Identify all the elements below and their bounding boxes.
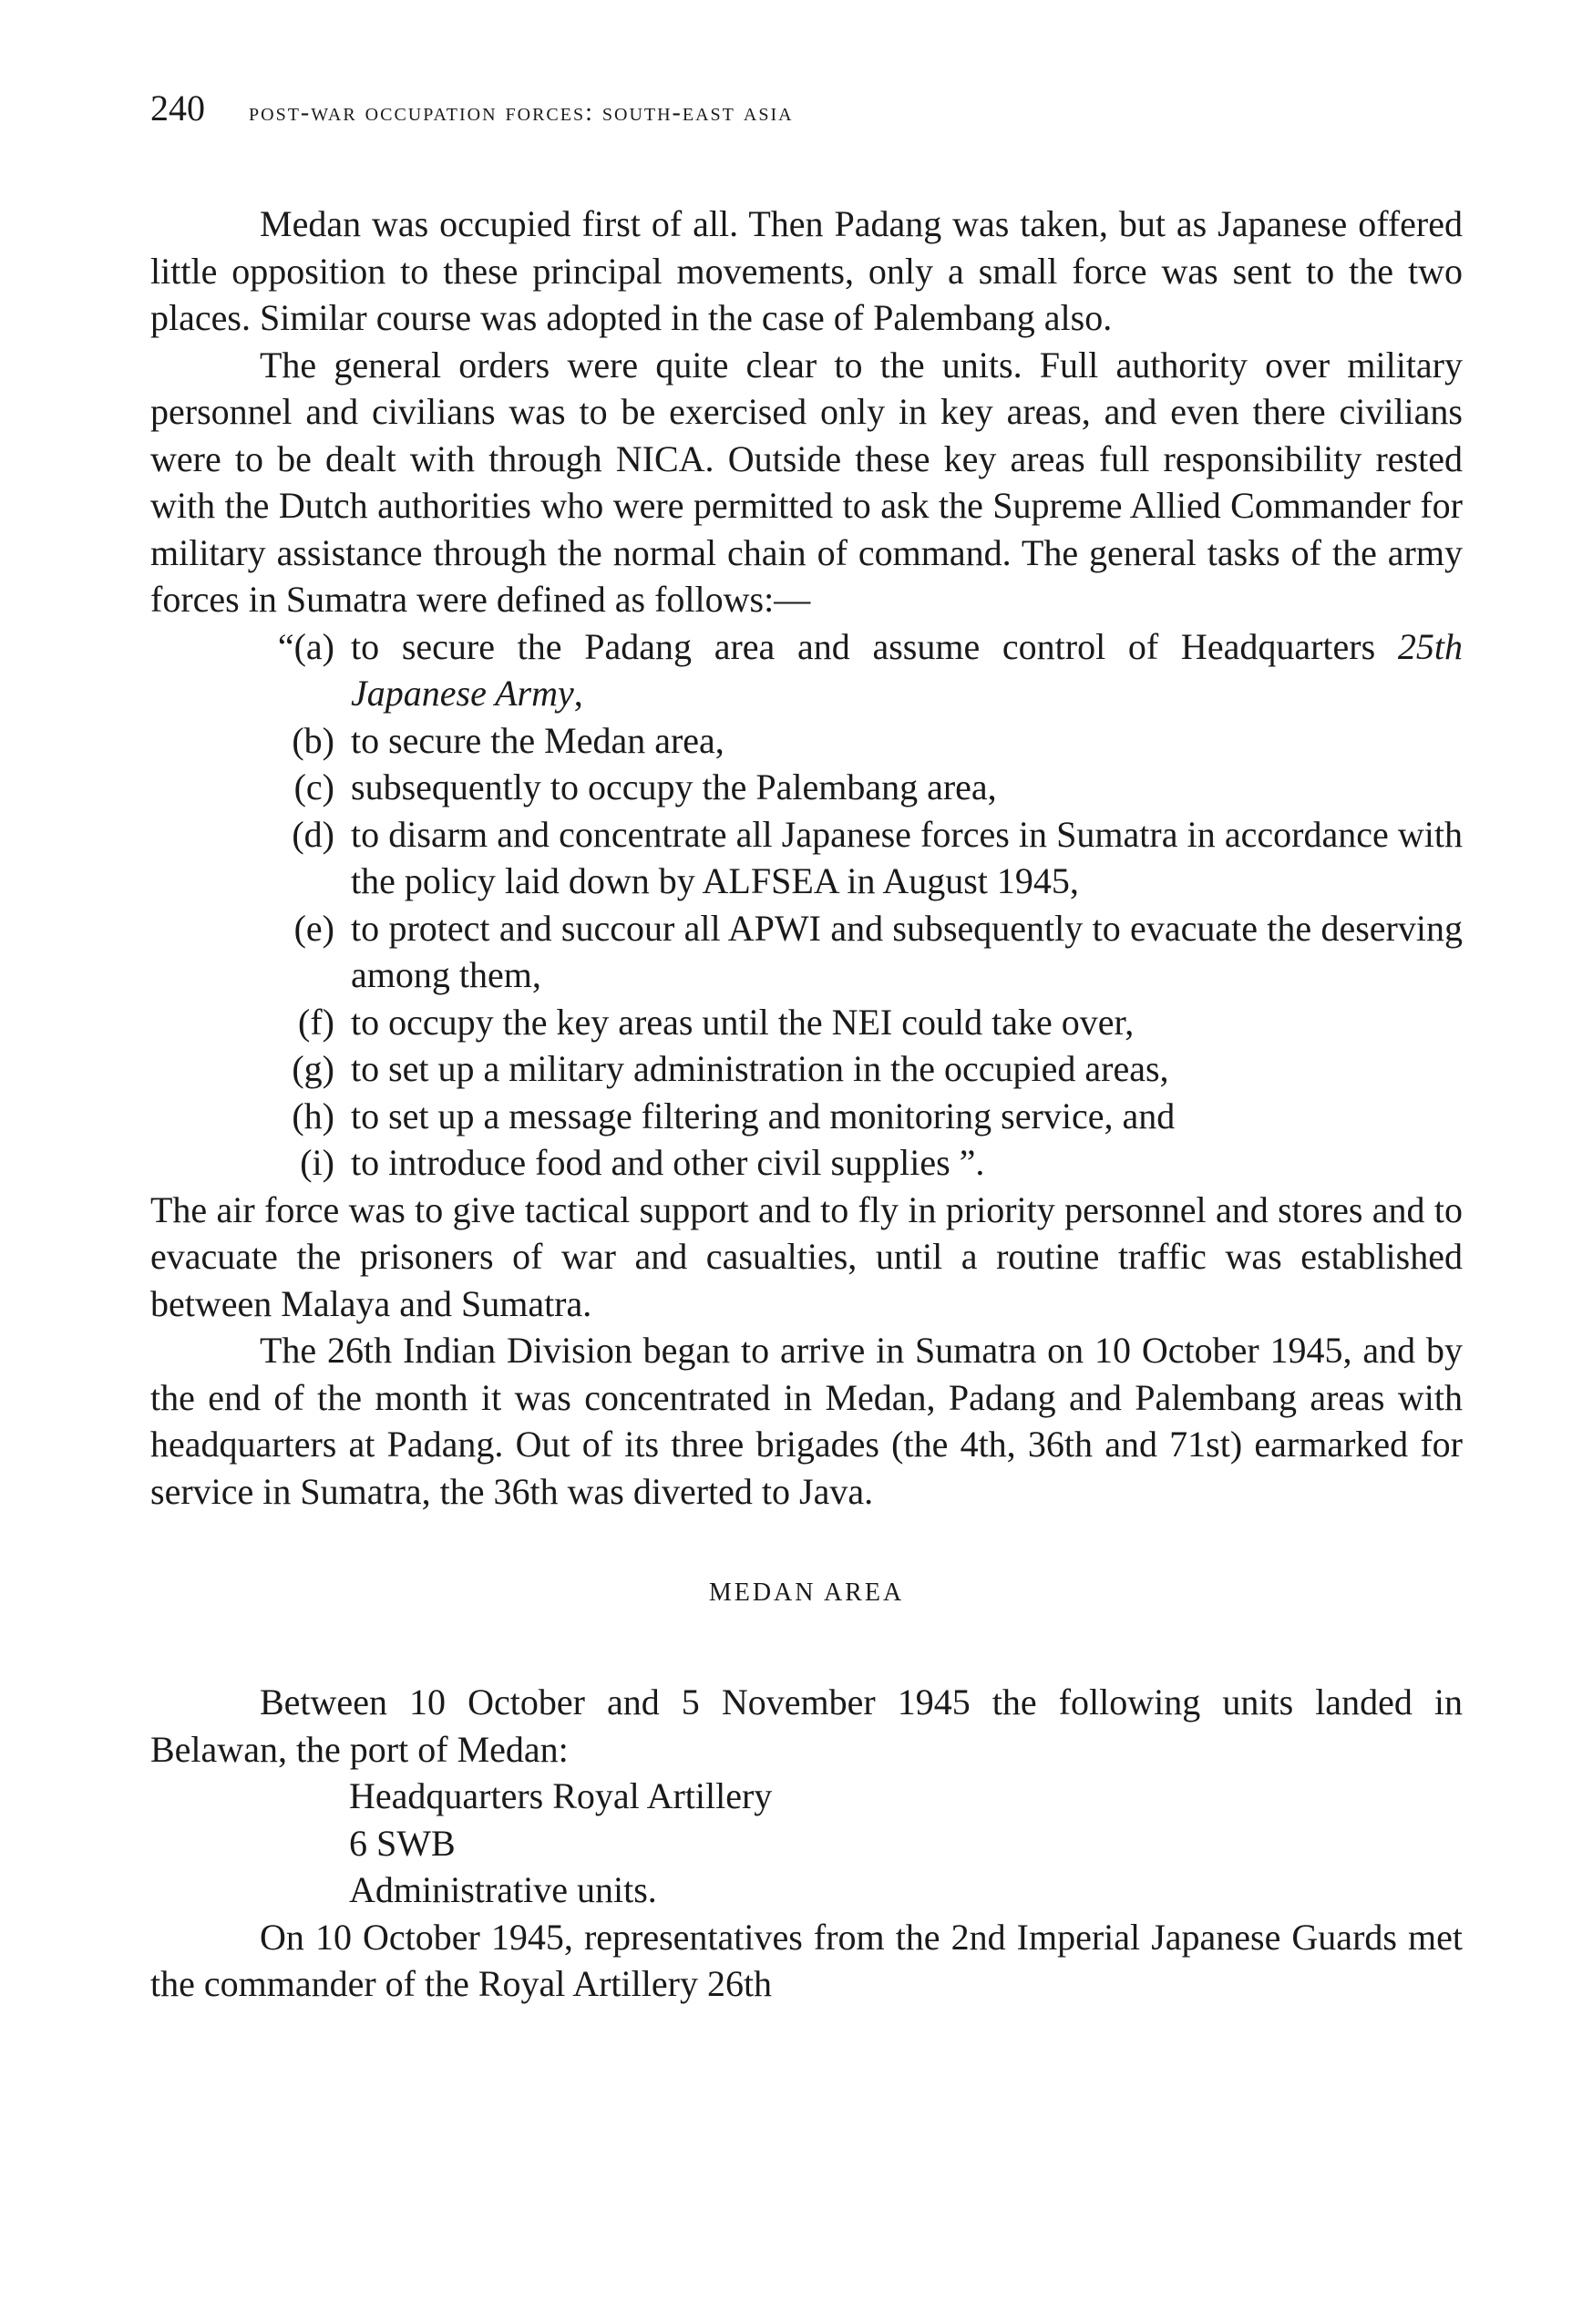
list-item [150, 811, 1463, 905]
tasks-list [150, 623, 1463, 1187]
list-item [150, 623, 1463, 717]
section-heading: MEDAN AREA [708, 1578, 905, 1607]
list-marker: (g) [292, 1048, 334, 1089]
paragraph-4: The 26th Indian Division began to arrive in Sumatra on 10 October 1945, and by the end of the month it was concentrated in Medan, Padang and Palembang areas with headquarters at Padang. Out of its three brigades (the 4th, 36th and 71st) earmarked for service in Sumatra, the 36th was diverted to Java. [150, 1330, 1463, 1512]
list-item: Administrative units. [349, 1869, 657, 1910]
list-item-text: to introduce food and other civil supplies ”. [351, 1142, 985, 1183]
list-item [150, 1045, 1463, 1093]
list-item-text: to set up a message filtering and monitoring service, and [351, 1095, 1176, 1136]
units-list [150, 1773, 1463, 1914]
running-header [150, 87, 1463, 150]
list-marker: (e) [293, 907, 334, 949]
list-item [150, 1093, 1463, 1140]
list-item: 6 SWB [349, 1822, 456, 1864]
list-item-text: to protect and succour all APWI and subsequently to evacuate the deserving among them, [351, 907, 1463, 995]
list-item-text: subsequently to occupy the Palembang area, [351, 766, 997, 807]
list-marker: (f) [298, 1001, 334, 1043]
list-item [150, 1139, 1463, 1187]
list-item-text: to secure the Padang area and assume control of Headquarters 25th Japanese Army, [351, 625, 1463, 714]
list-item-text: to secure the Medan area, [351, 719, 724, 761]
list-marker: (b) [292, 719, 334, 761]
page-number: 240 [150, 87, 205, 129]
list-item-text: to disarm and concentrate all Japanese forces in Sumatra in accordance with the policy laid down by ALFSEA in August 1945, [351, 813, 1463, 901]
list-item [150, 717, 1463, 765]
list-item-text: to set up a military administration in the occupied areas, [351, 1048, 1169, 1089]
list-marker: “(a) [277, 625, 334, 667]
list-item [150, 999, 1463, 1046]
list-marker: (c) [293, 766, 334, 807]
list-item-text: to occupy the key areas until the NEI could take over, [351, 1001, 1135, 1043]
running-title: post-war occupation forces: south-east asia [249, 98, 794, 127]
document-page [150, 87, 1463, 2008]
list-marker: (i) [300, 1142, 334, 1183]
paragraph-2: The general orders were quite clear to the units. Full authority over military personnel and civilians was to be exercised only in key areas, and even there civilians were to be dealt with through NICA. Outside these key areas full responsibility rested with the Dutch authorities who were permitted to ask the Supreme Allied Commander for military assistance through the normal chain of command. The general tasks of the army forces in Sumatra were defined as follows:— [150, 344, 1463, 620]
paragraph-6: On 10 October 1945, representatives from the 2nd Imperial Japanese Guards met the commander of the Royal Artillery 26th [150, 1916, 1463, 2004]
paragraph-5: Between 10 October and 5 November 1945 the following units landed in Belawan, the port of Medan: [150, 1681, 1463, 1770]
list-item [150, 905, 1463, 999]
list-marker: (d) [292, 813, 334, 855]
paragraph-1: Medan was occupied first of all. Then Padang was taken, but as Japanese offered little opposition to these principal movements, only a small force was sent to the two places. Similar course was adopted in the case of Palembang also. [150, 203, 1463, 338]
list-item: Headquarters Royal Artillery [349, 1775, 773, 1816]
list-item [150, 764, 1463, 811]
paragraph-3: The air force was to give tactical support and to fly in priority personnel and stores and to evacuate the prisoners of war and casualties, until a routine traffic was established between Malaya and Sumatra. [150, 1188, 1463, 1324]
list-marker: (h) [292, 1095, 334, 1136]
